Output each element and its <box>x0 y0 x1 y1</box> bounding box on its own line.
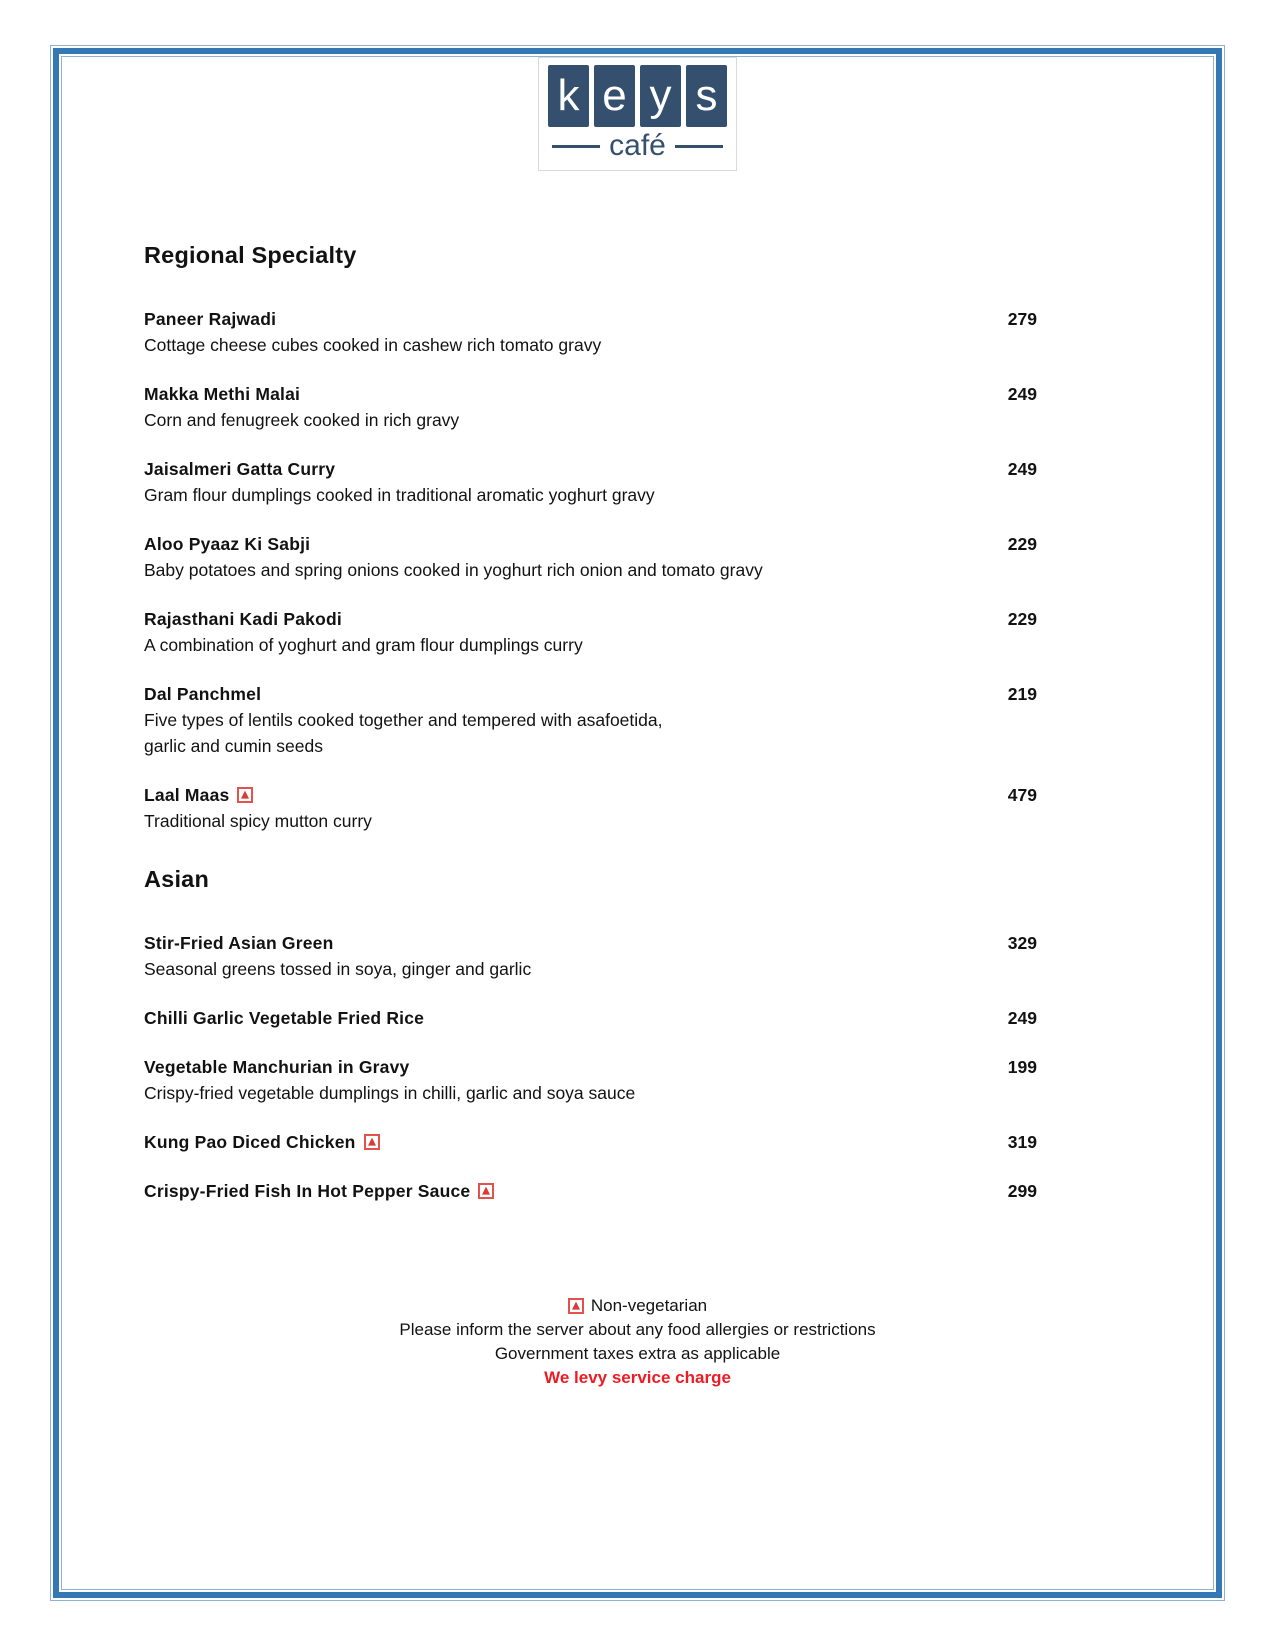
item-name: Vegetable Manchurian in Gravy <box>144 1057 410 1077</box>
menu-item <box>144 1178 1037 1204</box>
menu-section <box>144 864 1037 1204</box>
item-desc-line: Corn and fenugreek cooked in rich gravy <box>144 410 460 430</box>
item-desc-line: Crispy-fried vegetable dumplings in chilli, garlic and soya sauce <box>144 1083 636 1103</box>
menu-item-row <box>144 1178 1037 1204</box>
item-price: 249 <box>1007 384 1037 404</box>
menu-item-row <box>144 930 1037 956</box>
tax-note: Government taxes extra as applicable <box>494 1344 781 1363</box>
menu-item-row <box>144 306 1037 332</box>
item-price: 199 <box>1007 1057 1037 1077</box>
logo-letter-tile: k <box>548 65 589 127</box>
menu-item-row <box>144 1005 1037 1031</box>
item-name: Laal Maas <box>144 785 230 805</box>
item-price: 319 <box>1007 1132 1037 1152</box>
item-name-wrap <box>144 681 261 707</box>
item-name-wrap <box>144 456 335 482</box>
item-name: Makka Methi Malai <box>144 384 301 404</box>
item-name: Crispy-Fried Fish In Hot Pepper Sauce <box>144 1181 471 1201</box>
item-name-wrap <box>144 930 334 956</box>
item-desc <box>144 482 1037 508</box>
menu-item <box>144 782 1037 834</box>
item-price: 299 <box>1007 1181 1037 1201</box>
non-veg-icon <box>478 1183 494 1199</box>
menu-item <box>144 606 1037 658</box>
item-name: Jaisalmeri Gatta Curry <box>144 459 336 479</box>
section-title: Regional Specialty <box>144 242 357 268</box>
item-name-wrap <box>144 531 310 557</box>
logo-letter-tile: y <box>640 65 681 127</box>
menu-content <box>144 0 1037 1227</box>
item-desc-line: Seasonal greens tossed in soya, ginger and garlic <box>144 959 532 979</box>
item-price: 219 <box>1007 684 1037 704</box>
non-veg-triangle <box>368 1138 376 1146</box>
item-name: Aloo Pyaaz Ki Sabji <box>144 534 311 554</box>
section-items <box>144 306 1037 834</box>
menu-item-row <box>144 681 1037 707</box>
item-price: 479 <box>1007 785 1037 805</box>
nonveg-legend <box>0 1294 1275 1318</box>
item-desc-line: Baby potatoes and spring onions cooked in yoghurt rich onion and tomato gravy <box>144 560 763 580</box>
item-desc-line: Five types of lentils cooked together and tempered with asafoetida, <box>144 710 663 730</box>
allergy-note: Please inform the server about any food allergies or restrictions <box>399 1320 876 1339</box>
menu-item <box>144 1054 1037 1106</box>
menu-section <box>144 240 1037 834</box>
non-veg-triangle <box>482 1187 490 1195</box>
non-veg-icon <box>364 1134 380 1150</box>
menu-sections <box>144 240 1037 1204</box>
item-name: Chilli Garlic Vegetable Fried Rice <box>144 1008 425 1028</box>
item-price: 279 <box>1007 309 1037 329</box>
item-desc-line: garlic and cumin seeds <box>144 736 323 756</box>
item-price: 229 <box>1007 609 1037 629</box>
menu-item-row <box>144 782 1037 808</box>
menu-item-row <box>144 381 1037 407</box>
menu-item <box>144 930 1037 982</box>
item-desc-line: Gram flour dumplings cooked in traditional aromatic yoghurt gravy <box>144 485 655 505</box>
item-name-wrap <box>144 1054 409 1080</box>
item-name: Rajasthani Kadi Pakodi <box>144 609 342 629</box>
item-name-wrap <box>144 1178 494 1204</box>
non-veg-triangle <box>241 791 249 799</box>
item-desc <box>144 407 1037 433</box>
item-desc-line: Cottage cheese cubes cooked in cashew rich tomato gravy <box>144 335 602 355</box>
logo-letter-tile: s <box>686 65 727 127</box>
item-name-wrap <box>144 306 276 332</box>
logo-letter-tile: e <box>594 65 635 127</box>
item-desc-line: A combination of yoghurt and gram flour dumplings curry <box>144 635 583 655</box>
item-price: 249 <box>1007 1008 1037 1028</box>
non-veg-icon <box>237 787 253 803</box>
non-veg-triangle <box>572 1302 580 1310</box>
item-name-wrap <box>144 381 300 407</box>
section-title: Asian <box>144 866 209 892</box>
menu-footer <box>0 1294 1275 1390</box>
item-name-wrap <box>144 1129 380 1155</box>
menu-item <box>144 381 1037 433</box>
item-name: Dal Panchmel <box>144 684 262 704</box>
menu-item <box>144 306 1037 358</box>
item-price: 229 <box>1007 534 1037 554</box>
menu-item-row <box>144 531 1037 557</box>
item-desc <box>144 557 1037 583</box>
menu-item <box>144 681 1037 759</box>
item-name-wrap <box>144 1005 424 1031</box>
menu-item-row <box>144 1129 1037 1155</box>
item-name: Paneer Rajwadi <box>144 309 277 329</box>
logo-subtitle: café <box>609 129 666 162</box>
item-desc <box>144 808 1037 834</box>
menu-item <box>144 531 1037 583</box>
menu-item-row <box>144 456 1037 482</box>
item-name: Stir-Fried Asian Green <box>144 933 334 953</box>
item-desc-line: Traditional spicy mutton curry <box>144 811 372 831</box>
non-veg-icon <box>568 1298 584 1314</box>
item-price: 329 <box>1007 933 1037 953</box>
service-charge-note: We levy service charge <box>544 1368 731 1387</box>
item-name: Kung Pao Diced Chicken <box>144 1132 356 1152</box>
item-name-wrap <box>144 782 253 808</box>
menu-item-row <box>144 606 1037 632</box>
item-desc <box>144 1080 1037 1106</box>
item-price: 249 <box>1007 459 1037 479</box>
nonveg-legend-label: Non-vegetarian <box>590 1296 708 1315</box>
menu-item-row <box>144 1054 1037 1080</box>
menu-item <box>144 1005 1037 1031</box>
item-desc <box>144 332 1037 358</box>
menu-item <box>144 1129 1037 1155</box>
section-items <box>144 930 1037 1204</box>
item-name-wrap <box>144 606 342 632</box>
menu-item <box>144 456 1037 508</box>
item-desc <box>144 956 1037 982</box>
item-desc <box>144 707 1037 759</box>
item-desc <box>144 632 1037 658</box>
